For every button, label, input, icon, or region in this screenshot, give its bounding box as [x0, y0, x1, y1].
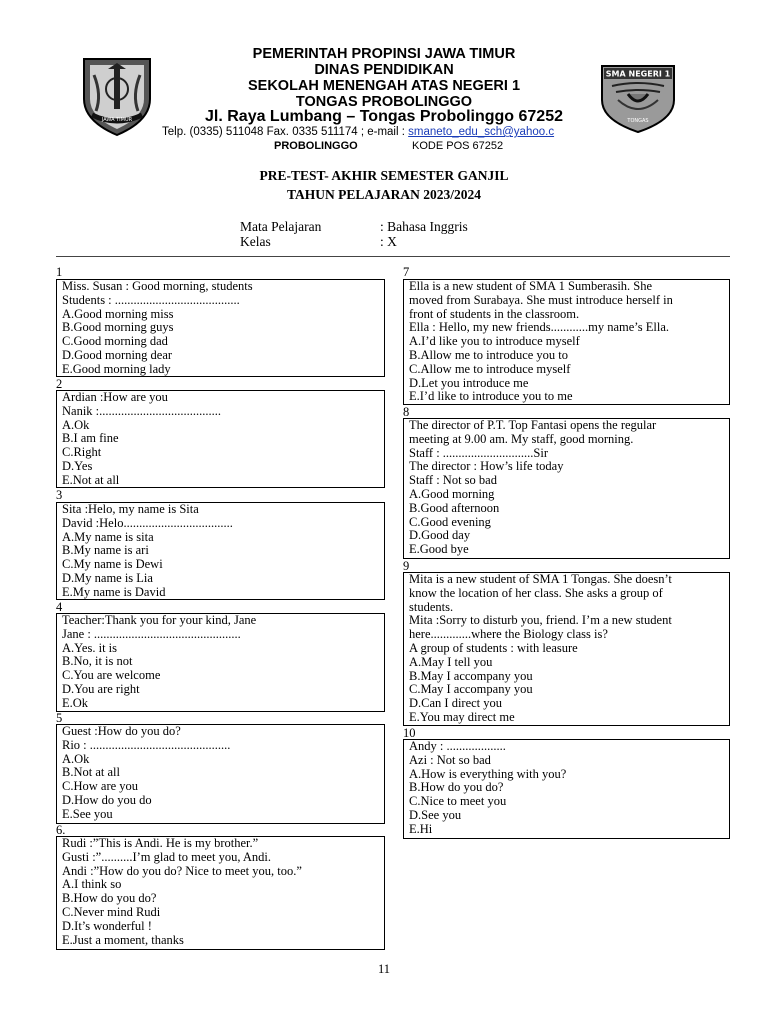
answer-option: A.How is everything with you?: [409, 766, 567, 781]
answer-option: A.My name is sita: [62, 529, 154, 544]
question-number: 9: [403, 559, 410, 573]
answer-option: C.Right: [62, 445, 102, 460]
answer-option: B.How do you do?: [409, 780, 504, 795]
question-number: 4: [56, 600, 63, 614]
answer-option: C.Good morning dad: [62, 334, 168, 349]
letterhead-address: Jl. Raya Lumbang – Tongas Probolinggo 67252: [205, 108, 563, 125]
answer-option: A.I think so: [62, 877, 122, 892]
question-box: [403, 418, 730, 559]
answer-option: E.Hi: [409, 821, 433, 836]
email-link[interactable]: smaneto_edu_sch@yahoo.c: [408, 126, 555, 138]
answer-option: B.Allow me to introduce you to: [409, 347, 569, 362]
answer-option: D.My name is Lia: [62, 570, 153, 585]
question-number: 10: [403, 726, 416, 740]
contact-text: Telp. (0335) 511048 Fax. 0335 511174 ; e-mail :: [162, 126, 409, 138]
right-logo-text-2: TONGAS: [627, 118, 649, 124]
left-logo-text: JAWA TIMUR: [101, 117, 133, 123]
question-text: meeting at 9.00 am. My staff, good morning.: [409, 431, 634, 446]
answer-option: D.Can I direct you: [409, 696, 503, 711]
answer-option: B.May I accompany you: [409, 668, 533, 683]
question-box: [403, 572, 730, 726]
answer-option: A.May I tell you: [409, 654, 493, 669]
answer-option: C.Good evening: [409, 514, 491, 529]
answer-option: D.It’s wonderful !: [62, 918, 152, 933]
question-text: know the location of her class. She asks a group of: [409, 585, 663, 600]
exam-title: PRE-TEST- AKHIR SEMESTER GANJIL: [259, 168, 509, 183]
answer-option: C.May I accompany you: [409, 682, 533, 697]
question-box: [403, 279, 730, 405]
answer-option: B.How do you do?: [62, 891, 157, 906]
question-box: [403, 739, 730, 839]
answer-option: E.You may direct me: [409, 709, 515, 724]
answer-option: C.Nice to meet you: [409, 794, 507, 809]
answer-option: E.Not at all: [62, 472, 120, 487]
question-text: The director : How’s life today: [409, 459, 564, 474]
answer-option: B.I am fine: [62, 431, 119, 446]
question-text: Sita :Helo, my name is Sita: [62, 502, 199, 516]
answer-option: E.I’d like to introduce you to me: [409, 389, 573, 404]
answer-option: A.Good morning: [409, 486, 495, 501]
question-text: David :Helo...................................: [62, 515, 233, 530]
question-text: The director of P.T. Top Fantasi opens the regular: [409, 418, 657, 432]
subject-label: Mata Pelajaran: [240, 219, 322, 234]
question-text: Nanik :.......................................: [62, 403, 222, 418]
question-text: Mita :Sorry to disturb you, friend. I’m a new student: [409, 613, 672, 628]
class-value: : X: [380, 234, 397, 249]
answer-option: D.You are right: [62, 681, 140, 696]
answer-option: D.Good day: [409, 528, 471, 543]
letterhead-city: PROBOLINGGO: [274, 140, 358, 152]
answer-option: A.Good morning miss: [62, 306, 174, 321]
question-number: 8: [403, 405, 410, 419]
exam-year: TAHUN PELAJARAN 2023/2024: [286, 187, 481, 202]
question-box: [56, 390, 385, 488]
letterhead-contact: [162, 126, 632, 138]
question-text: Miss. Susan : Good morning, students: [62, 279, 253, 293]
answer-option: B.Not at all: [62, 765, 120, 780]
question-text: Staff : Not so bad: [409, 473, 497, 488]
answer-option: A.Ok: [62, 417, 90, 432]
question-text: Rudi :”This is Andi. He is my brother.”: [62, 836, 259, 850]
letterhead-school: SEKOLAH MENENGAH ATAS NEGERI 1: [247, 78, 521, 94]
question-text: Guest :How do you do?: [62, 724, 181, 738]
question-text: Mita is a new student of SMA 1 Tongas. She doesn’t: [409, 572, 672, 586]
letterhead-government: PEMERINTAH PROPINSI JAWA TIMUR: [252, 46, 516, 62]
question-number: 2: [56, 377, 63, 391]
question-text: moved from Surabaya. She must introduce herself in: [409, 292, 673, 307]
question-text: Gusti :”..........I’m glad to meet you, Andi.: [62, 849, 272, 864]
question-text: Ella is a new student of SMA 1 Sumberasih. She: [409, 279, 653, 293]
question-box: [56, 613, 385, 712]
answer-option: C.Allow me to introduce myself: [409, 361, 571, 376]
question-text: A group of students : with leasure: [409, 640, 578, 655]
answer-option: B.My name is ari: [62, 543, 149, 558]
answer-option: C.Never mind Rudi: [62, 904, 161, 919]
question-text: Ella : Hello, my new friends............my name’s Ella.: [409, 320, 670, 335]
question-text: Staff : .............................Sir: [409, 445, 549, 460]
question-number: 6.: [56, 823, 66, 837]
question-text: Teacher:Thank you for your kind, Jane: [62, 613, 257, 627]
question-text: front of students in the classroom.: [409, 306, 580, 321]
answer-option: C.How are you: [62, 779, 139, 794]
answer-option: E.Just a moment, thanks: [62, 932, 184, 947]
answer-option: B.Good morning guys: [62, 320, 174, 335]
question-text: Andy : ...................: [409, 739, 506, 753]
answer-option: A.I’d like you to introduce myself: [409, 334, 580, 349]
answer-option: E.My name is David: [62, 584, 166, 599]
letterhead-location: TONGAS PROBOLINGGO: [295, 94, 473, 110]
answer-option: C.You are welcome: [62, 668, 161, 683]
question-text: Jane : ...............................................: [62, 626, 241, 641]
answer-option: E.See you: [62, 806, 113, 821]
question-text: Students : ........................................: [62, 292, 240, 307]
question-text: Azi : Not so bad: [409, 752, 491, 767]
answer-option: C.My name is Dewi: [62, 557, 163, 572]
question-box: [56, 502, 385, 600]
answer-option: D.Yes: [62, 458, 93, 473]
header-divider: [56, 256, 730, 257]
class-label: Kelas: [240, 234, 271, 249]
question-text: Andi :”How do you do? Nice to meet you, too.”: [62, 863, 302, 878]
question-box: [56, 836, 385, 950]
question-text: students.: [409, 599, 454, 614]
question-box: [56, 279, 385, 377]
page-number: 11: [377, 962, 391, 976]
letterhead-postal-code: KODE POS 67252: [412, 140, 504, 152]
answer-option: D.See you: [409, 807, 462, 822]
answer-option: D.Good morning dear: [62, 347, 173, 362]
right-logo-text: SMA NEGERI 1: [605, 69, 671, 79]
answer-option: D.How do you do: [62, 792, 152, 807]
question-box: [56, 724, 385, 824]
question-number: 7: [403, 265, 410, 279]
answer-option: D.Let you introduce me: [409, 375, 529, 390]
question-number: 3: [56, 488, 63, 502]
question-text: Rio : .............................................: [62, 737, 231, 752]
subject-value: : Bahasa Inggris: [380, 219, 468, 234]
answer-option: A.Ok: [62, 751, 90, 766]
question-text: here.............where the Biology class is?: [409, 627, 608, 642]
answer-option: A.Yes. it is: [62, 640, 117, 655]
question-text: Ardian :How are you: [62, 390, 168, 404]
answer-option: B.Good afternoon: [409, 500, 500, 515]
question-number: 5: [56, 711, 63, 725]
answer-option: E.Ok: [62, 695, 89, 710]
letterhead-department: DINAS PENDIDIKAN: [314, 62, 454, 78]
answer-option: E.Good morning lady: [62, 361, 171, 376]
answer-option: B.No, it is not: [62, 654, 133, 669]
question-number: 1: [56, 265, 63, 279]
answer-option: E.Good bye: [409, 542, 469, 557]
